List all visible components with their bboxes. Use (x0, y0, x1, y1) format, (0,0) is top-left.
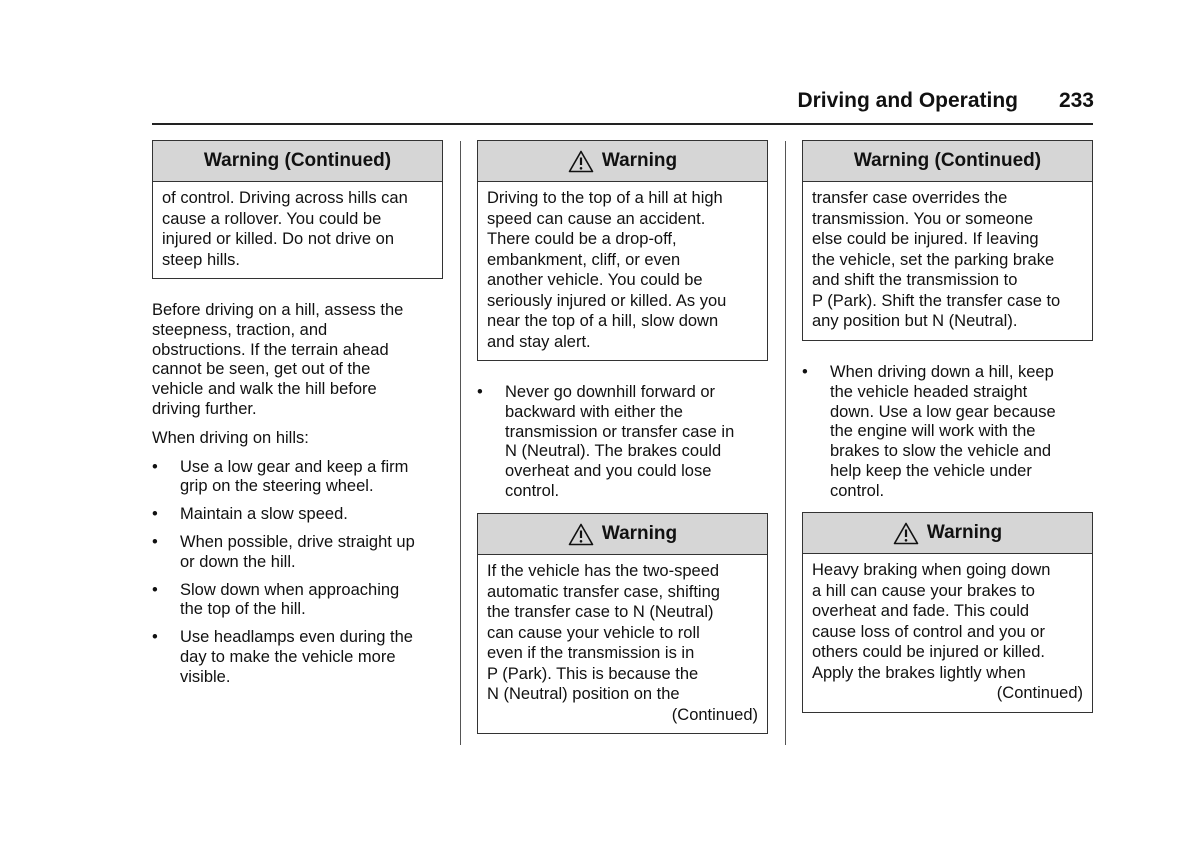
text-line: a hill can cause your brakes to (812, 581, 1035, 600)
text-line: of control. Driving across hills can (162, 189, 408, 207)
list-intro: When driving on hills: (152, 428, 309, 447)
list-item: • Use a low gear and keep a firm grip on the steering wheel. (152, 458, 452, 498)
text-line: and stay alert. (487, 332, 591, 351)
text-line: and shift the transmission to (812, 271, 1018, 289)
hill-driving-list (152, 458, 452, 688)
downhill-list (477, 383, 777, 502)
list-item: • When driving down a hill, keep the vehicle headed straight down. Use a low gear because the engine will work with the brakes to slow the vehicle and help keep the vehicle under control. (802, 363, 1102, 502)
downhill-text (802, 363, 1102, 510)
text-line: the transfer case to N (Neutral) (487, 603, 714, 621)
text-line: seriously injured or killed. As you (487, 291, 727, 310)
column-divider (785, 141, 786, 745)
text-line: automatic transfer case, shifting (487, 582, 720, 601)
text-line: If the vehicle has the two-speed (487, 562, 720, 580)
warning-heading: Warning (Continued) (153, 141, 442, 182)
text-line: any position but N (Neutral). (812, 312, 1018, 330)
text-line: Driving to the top of a hill at high (487, 189, 723, 207)
continued-label: (Continued) (996, 684, 1083, 702)
text-line: embankment, cliff, or even (487, 250, 681, 269)
warning-body (478, 555, 767, 733)
text-line: overheat and fade. This could (812, 602, 1030, 620)
text-line: others could be injured or killed. (812, 643, 1045, 661)
text-line: transmission. You or someone (812, 209, 1034, 228)
warning-box (802, 512, 1093, 713)
intro-paragraph: Before driving on a hill, assess the steepness, traction, and obstructions. If the terrain ahead cannot be seen, get out of the vehicle and walk the hill before driving further. (152, 301, 404, 418)
text-line: the vehicle, set the parking brake (812, 250, 1055, 269)
warning-body (803, 182, 1092, 340)
text-line: injured or killed. Do not drive on (162, 230, 395, 248)
text-line: another vehicle. You could be (487, 271, 703, 289)
warning-triangle-icon (568, 150, 594, 173)
hill-driving-text (152, 301, 452, 696)
continued-label: (Continued) (671, 705, 758, 724)
text-line: cause loss of control and you or (812, 622, 1045, 641)
warning-body (478, 182, 767, 360)
warning-box (477, 513, 768, 734)
text-line: cause a rollover. You could be (162, 209, 382, 228)
text-line: P (Park). Shift the transfer case to (812, 291, 1061, 310)
page-number: 233 (1058, 89, 1094, 112)
text-line: N (Neutral) position on the (487, 685, 680, 703)
text-line: else could be injured. If leaving (812, 230, 1039, 248)
downhill-text (477, 383, 777, 510)
text-line: Heavy braking when going down (812, 561, 1051, 579)
column-divider (460, 141, 461, 745)
warning-continued-box (152, 140, 443, 279)
list-item: • Use headlamps even during the day to make the vehicle more visible. (152, 628, 452, 687)
header-rule (152, 123, 1093, 125)
warning-triangle-icon (568, 523, 594, 546)
downhill-list (802, 363, 1102, 502)
text-line: There could be a drop-off, (487, 230, 677, 248)
text-line: transfer case overrides the (812, 189, 1008, 207)
warning-heading: Warning (803, 513, 1092, 554)
text-line: P (Park). This is because the (487, 664, 699, 683)
warning-heading: Warning (478, 141, 767, 182)
text-line: steep hills. (162, 250, 240, 269)
list-item: • Maintain a slow speed. (152, 505, 452, 525)
text-line: speed can cause an accident. (487, 209, 706, 228)
warning-box (477, 140, 768, 361)
warning-heading: Warning (478, 514, 767, 555)
warning-body (803, 554, 1092, 712)
text-line: Apply the brakes lightly when (812, 663, 1026, 682)
warning-continued-box (802, 140, 1093, 341)
warning-heading: Warning (Continued) (803, 141, 1092, 182)
warning-body (153, 182, 442, 278)
text-line: can cause your vehicle to roll (487, 623, 700, 642)
list-item: • Never go downhill forward or backward with either the transmission or transfer case in N (Neutral). The brakes could overheat and you could lose control. (477, 383, 777, 502)
text-line: even if the transmission is in (487, 644, 695, 662)
text-line: near the top of a hill, slow down (487, 312, 719, 330)
section-title: Driving and Operating (797, 89, 1018, 112)
warning-triangle-icon (893, 522, 919, 545)
list-item: • Slow down when approaching the top of the hill. (152, 581, 452, 621)
list-item: • When possible, drive straight up or down the hill. (152, 533, 452, 573)
